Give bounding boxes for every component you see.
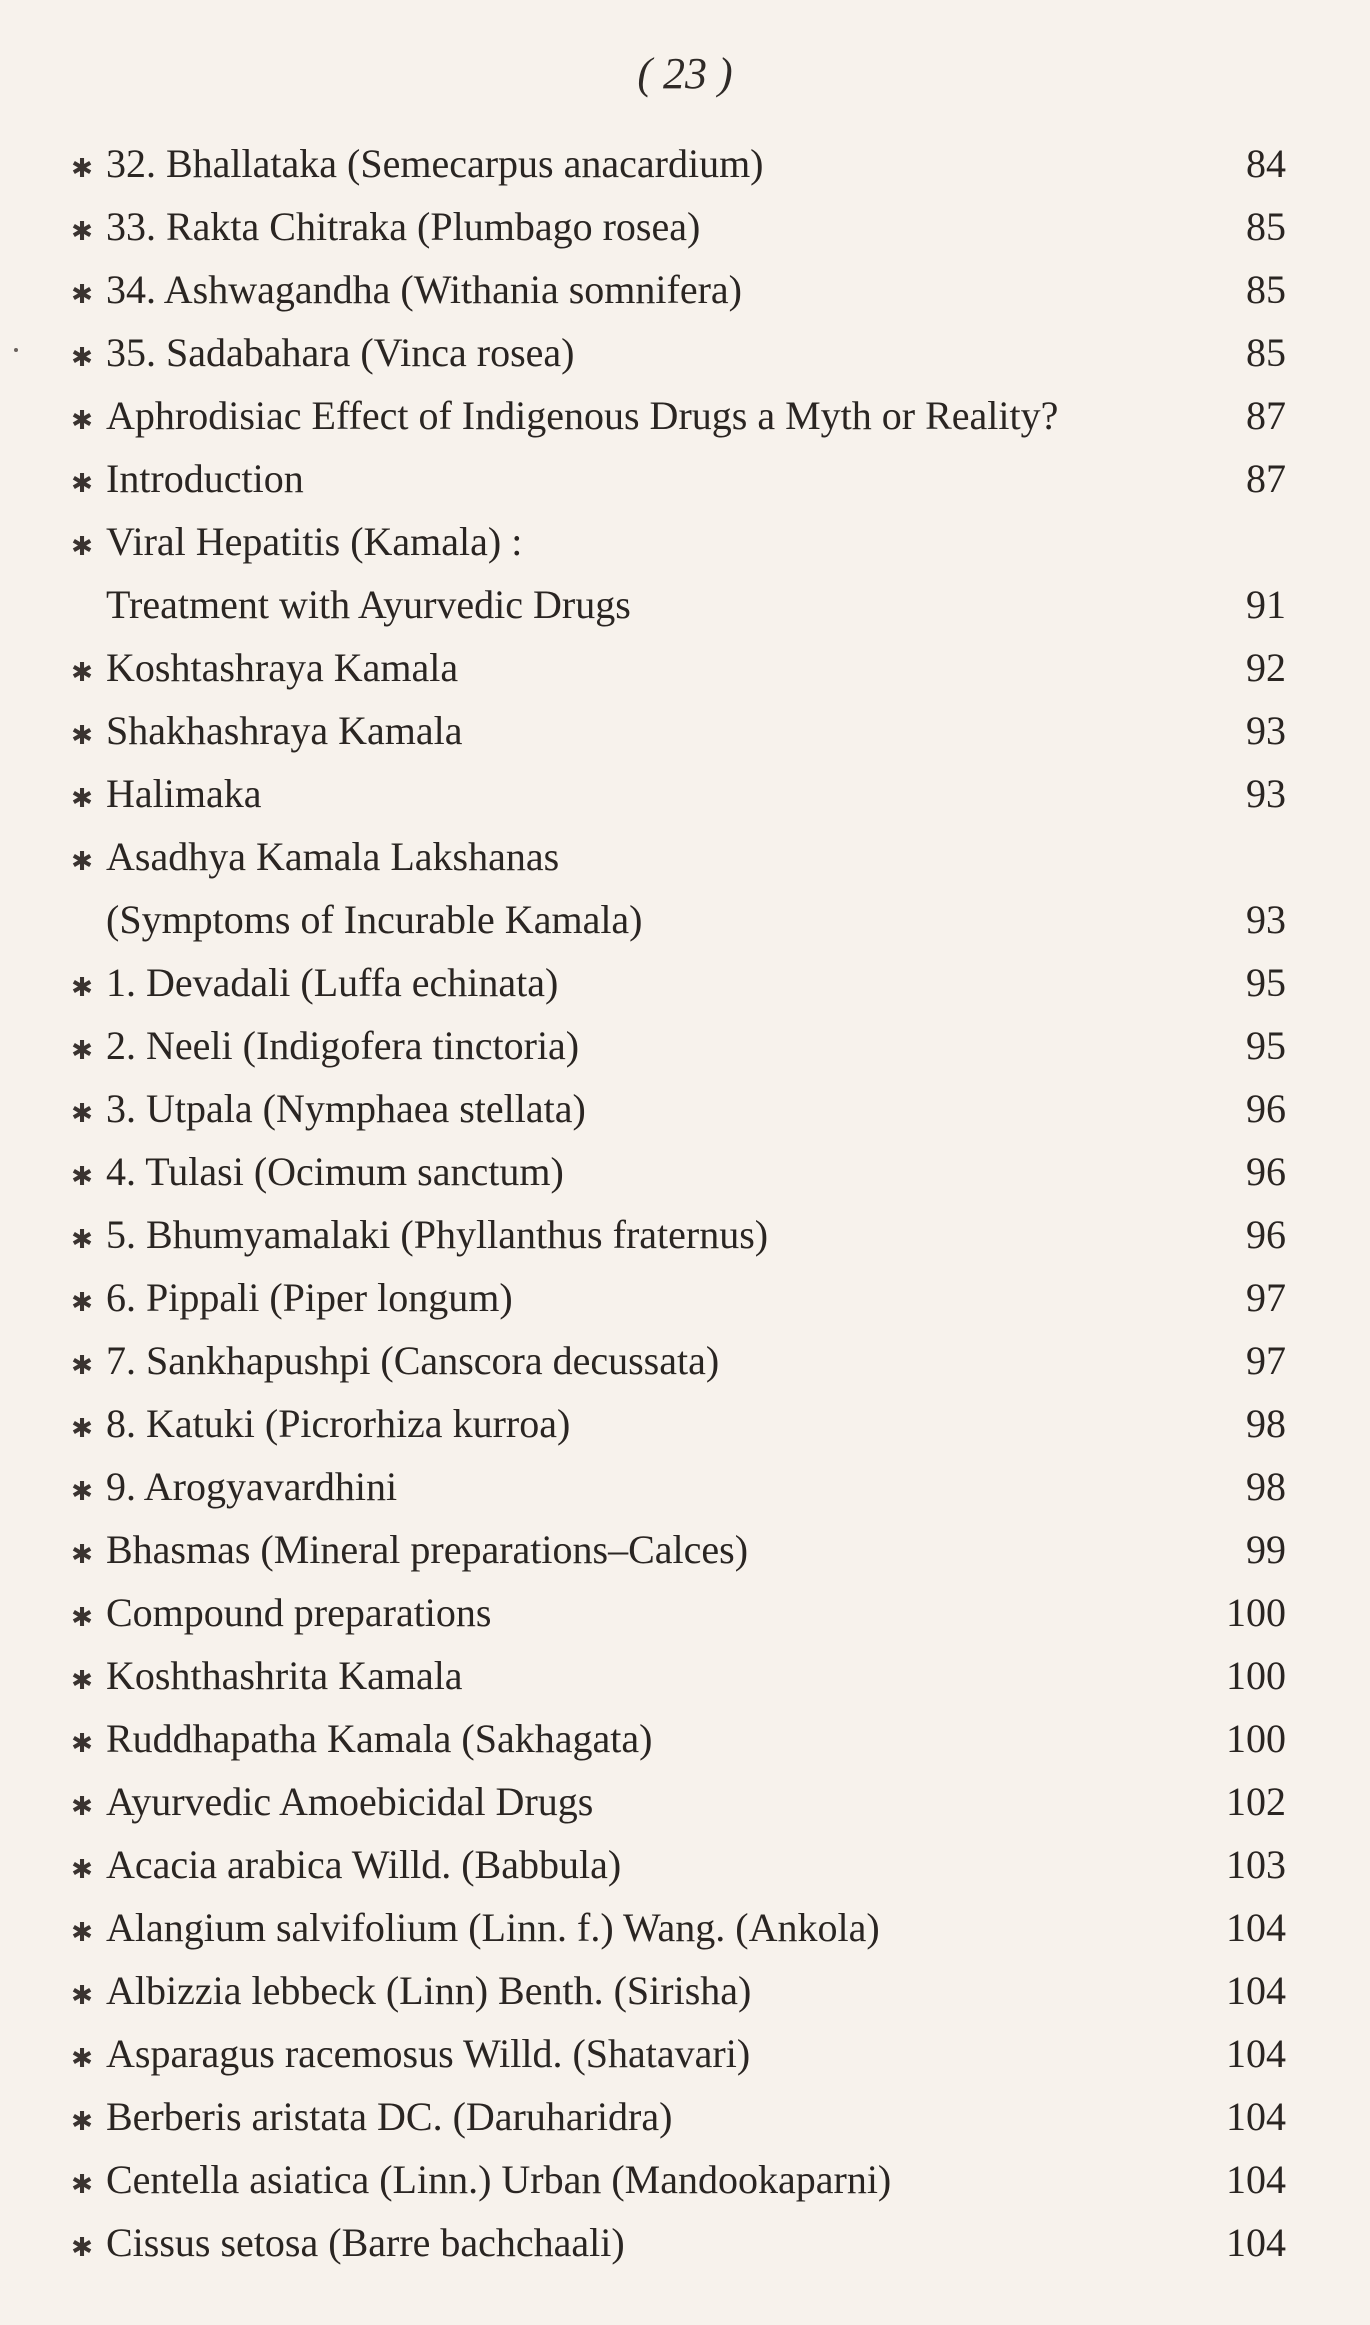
toc-entry (64, 573, 1286, 636)
toc-entry-page: 93 (1246, 708, 1286, 753)
toc-entry-page: 98 (1246, 1464, 1286, 1509)
toc-entry-page: 96 (1246, 1149, 1286, 1194)
toc-entry-title: Ruddhapatha Kamala (Sakhagata) (106, 1716, 653, 1761)
toc-entry-page: 97 (1246, 1275, 1286, 1320)
bullet-icon: ✱ (71, 1351, 93, 1380)
toc-entry (64, 636, 1286, 699)
toc-entry (64, 1266, 1286, 1329)
toc-entry (64, 1518, 1286, 1581)
bullet-icon: ✱ (71, 2107, 93, 2136)
toc-entry-title: Berberis aristata DC. (Daruharidra) (106, 2094, 673, 2139)
toc-entry-title: Asparagus racemosus Willd. (Shatavari) (106, 2031, 751, 2076)
toc-entry-title: 35. Sadabahara (Vinca rosea) (106, 330, 575, 375)
toc-entry (64, 195, 1286, 258)
toc-entry-page: 95 (1246, 960, 1286, 1005)
toc-entry (64, 1833, 1286, 1896)
toc-entry-title: 1. Devadali (Luffa echinata) (106, 960, 559, 1005)
toc-entry (64, 1770, 1286, 1833)
toc-entry (64, 384, 1286, 447)
toc-entry (64, 132, 1286, 195)
bullet-icon: ✱ (71, 154, 93, 183)
toc-entry-title: 32. Bhallataka (Semecarpus anacardium) (106, 141, 764, 186)
toc-entry-title: 4. Tulasi (Ocimum sanctum) (106, 1149, 564, 1194)
toc-entry-page: 96 (1246, 1086, 1286, 1131)
toc-entry-title: Koshthashrita Kamala (106, 1653, 463, 1698)
toc-entry-title: Acacia arabica Willd. (Babbula) (106, 1842, 622, 1887)
toc-entry-page: 93 (1246, 897, 1286, 942)
toc-entry-title: Alangium salvifolium (Linn. f.) Wang. (Ankola) (106, 1905, 880, 1950)
toc-entry-title: Shakhashraya Kamala (106, 708, 463, 753)
toc-entry (64, 1581, 1286, 1644)
toc-entry-page: 100 (1226, 1590, 1286, 1635)
toc-entry (64, 1329, 1286, 1392)
bullet-icon: ✱ (71, 1792, 93, 1821)
toc-entry-title: 2. Neeli (Indigofera tinctoria) (106, 1023, 580, 1068)
toc-entry (64, 1140, 1286, 1203)
bullet-icon: ✱ (71, 1288, 93, 1317)
toc-entry (64, 321, 1286, 384)
bullet-icon: ✱ (71, 1603, 93, 1632)
toc-entry-page: 87 (1246, 393, 1286, 438)
bullet-icon: ✱ (71, 532, 93, 561)
toc-entry-page: 85 (1246, 204, 1286, 249)
toc-entry-page: 92 (1246, 645, 1286, 690)
toc-entry-page: 104 (1226, 2031, 1286, 2076)
bullet-icon: ✱ (71, 1477, 93, 1506)
bullet-icon: ✱ (71, 1162, 93, 1191)
bullet-icon: ✱ (71, 1540, 93, 1569)
toc-entry (64, 2211, 1286, 2274)
toc-entry-page: 102 (1226, 1779, 1286, 1824)
toc-entry (64, 2085, 1286, 2148)
bullet-icon: ✱ (71, 658, 93, 687)
toc-entry-title: Aphrodisiac Effect of Indigenous Drugs a Myth or Reality? (106, 393, 1059, 438)
bullet-icon: ✱ (71, 406, 93, 435)
print-speck (14, 348, 18, 352)
bullet-icon: ✱ (71, 1414, 93, 1443)
toc-entry-title: Asadhya Kamala Lakshanas (106, 834, 560, 879)
bullet-icon: ✱ (71, 280, 93, 309)
toc-entry (64, 1959, 1286, 2022)
toc-entry-page: 100 (1226, 1716, 1286, 1761)
toc-entry-title: Compound preparations (106, 1590, 492, 1635)
toc-entry (64, 1392, 1286, 1455)
toc-entry-title: 9. Arogyavardhini (106, 1464, 398, 1509)
toc-entry-title: Centella asiatica (Linn.) Urban (Mandookaparni) (106, 2157, 892, 2202)
bullet-icon: ✱ (71, 721, 93, 750)
toc-entry-page: 104 (1226, 2094, 1286, 2139)
toc-entry (64, 2022, 1286, 2085)
toc-entry-title: Albizzia lebbeck (Linn) Benth. (Sirisha) (106, 1968, 752, 2013)
toc-entry (64, 699, 1286, 762)
toc-entry-title: 6. Pippali (Piper longum) (106, 1275, 513, 1320)
toc-entry-page: 93 (1246, 771, 1286, 816)
toc-entry (64, 1455, 1286, 1518)
toc-entry (64, 258, 1286, 321)
toc-entry (64, 1203, 1286, 1266)
toc-entry (64, 1896, 1286, 1959)
toc-entry (64, 1077, 1286, 1140)
toc-entry (64, 825, 1286, 888)
toc-entry-page: 104 (1226, 2157, 1286, 2202)
toc-entry (64, 1644, 1286, 1707)
toc-entry-page: 104 (1226, 1968, 1286, 2013)
bullet-icon: ✱ (71, 1099, 93, 1128)
bullet-icon: ✱ (71, 973, 93, 1002)
toc-entry-page: 96 (1246, 1212, 1286, 1257)
toc-entry-title: Ayurvedic Amoebicidal Drugs (106, 1779, 594, 1824)
toc-entry-page: 104 (1226, 2220, 1286, 2265)
toc-entry-title: 7. Sankhapushpi (Canscora decussata) (106, 1338, 720, 1383)
toc-entry-page: 97 (1246, 1338, 1286, 1383)
toc-entry-title: (Symptoms of Incurable Kamala) (106, 897, 643, 942)
toc-entry (64, 2148, 1286, 2211)
toc-entry-title: 8. Katuki (Picrorhiza kurroa) (106, 1401, 571, 1446)
toc-entry-page: 91 (1246, 582, 1286, 627)
toc-entry-title: Viral Hepatitis (Kamala) : (106, 519, 523, 564)
bullet-icon: ✱ (71, 2044, 93, 2073)
toc-entry (64, 1014, 1286, 1077)
bullet-icon: ✱ (71, 2170, 93, 2199)
toc-entry-page: 85 (1246, 267, 1286, 312)
bullet-icon: ✱ (71, 1918, 93, 1947)
bullet-icon: ✱ (71, 1855, 93, 1884)
bullet-icon: ✱ (71, 1225, 93, 1254)
toc-entry (64, 510, 1286, 573)
bullet-icon: ✱ (71, 1981, 93, 2010)
toc-entry-title: Cissus setosa (Barre bachchaali) (106, 2220, 625, 2265)
toc-entry-page: 98 (1246, 1401, 1286, 1446)
toc-entry-page: 87 (1246, 456, 1286, 501)
bullet-icon: ✱ (71, 784, 93, 813)
toc-entry-title: 5. Bhumyamalaki (Phyllanthus fraternus) (106, 1212, 769, 1257)
bullet-icon: ✱ (71, 343, 93, 372)
toc-entry (64, 447, 1286, 510)
toc-entry-page: 85 (1246, 330, 1286, 375)
bullet-icon: ✱ (71, 1036, 93, 1065)
bullet-icon: ✱ (71, 469, 93, 498)
toc-entry (64, 762, 1286, 825)
toc-entry-title: Treatment with Ayurvedic Drugs (106, 582, 631, 627)
bullet-icon: ✱ (71, 847, 93, 876)
toc-entry (64, 951, 1286, 1014)
toc-entry-title: 34. Ashwagandha (Withania somnifera) (106, 267, 742, 312)
toc-entry-page: 84 (1246, 141, 1286, 186)
toc-entry-page: 99 (1246, 1527, 1286, 1572)
toc-entry-title: Bhasmas (Mineral preparations–Calces) (106, 1527, 749, 1572)
toc-entry (64, 888, 1286, 951)
toc-entry-title: 3. Utpala (Nymphaea stellata) (106, 1086, 586, 1131)
toc-entry-page: 104 (1226, 1905, 1286, 1950)
toc-entry-title: Introduction (106, 456, 304, 501)
bullet-icon: ✱ (71, 2233, 93, 2262)
toc-entry-page: 95 (1246, 1023, 1286, 1068)
toc-entry-title: 33. Rakta Chitraka (Plumbago rosea) (106, 204, 701, 249)
toc-entry-title: Halimaka (106, 771, 262, 816)
toc-entry-title: Koshtashraya Kamala (106, 645, 459, 690)
table-of-contents (64, 132, 1286, 2274)
bullet-icon: ✱ (71, 217, 93, 246)
toc-entry-page: 103 (1226, 1842, 1286, 1887)
toc-entry-page: 100 (1226, 1653, 1286, 1698)
bullet-icon: ✱ (71, 1729, 93, 1758)
page-number: ( 23 ) (637, 49, 733, 98)
toc-entry (64, 1707, 1286, 1770)
bullet-icon: ✱ (71, 1666, 93, 1695)
